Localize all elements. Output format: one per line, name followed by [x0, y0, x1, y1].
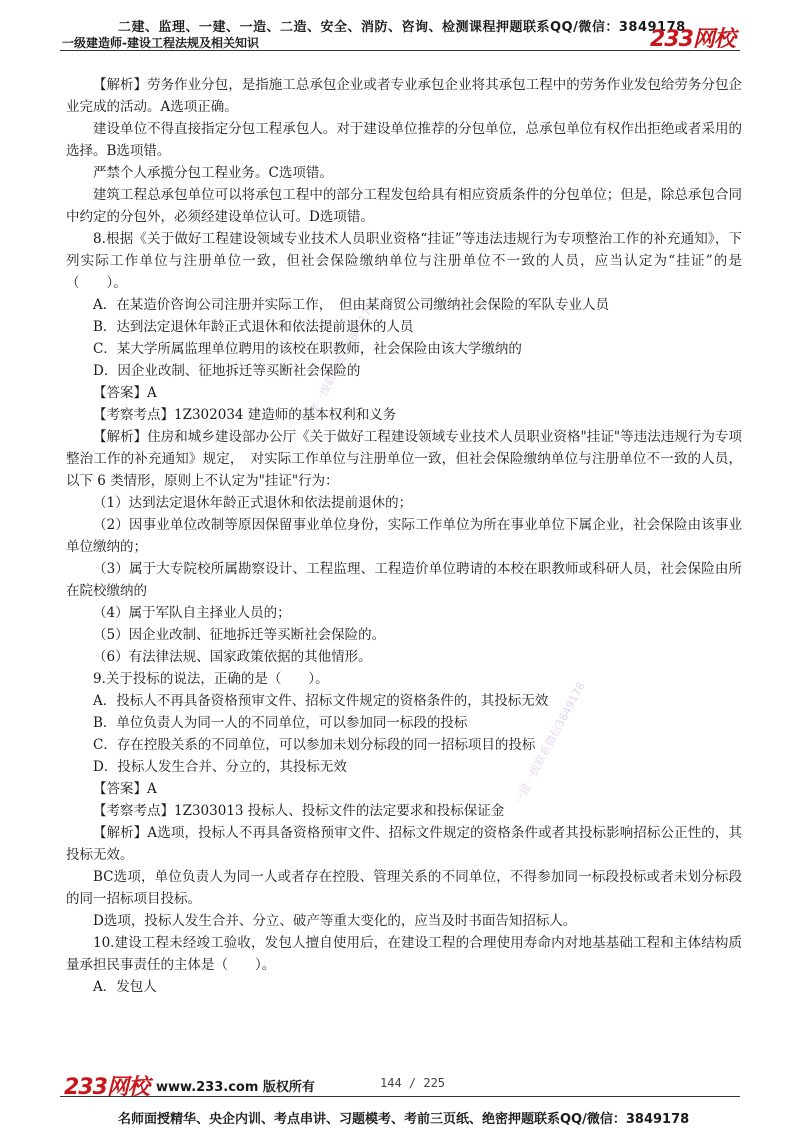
- footer-promo-text: 名师面授精华、央企内训、考点串讲、习题模考、考前三页纸、绝密押题联系QQ/微信：3849178: [118, 1112, 690, 1127]
- option-d: D．投标人发生合并、分立的，其投标无效: [93, 759, 347, 775]
- answer: 【答案】A: [93, 781, 157, 797]
- footer-logo: 233网校: [64, 1075, 149, 1100]
- paragraph: BC选项，单位负责人为同一人或者存在控股、管理关系的不同单位，不得参加同一标段投标或者未划分标段的同一招标项目投标。: [66, 869, 742, 907]
- paragraph: 建筑工程总承包单位可以将承包工程中的部分工程发包给具有相应资质条件的分包单位；但是，除总承包合同中约定的分包外，必须经建设单位认可。D选项错。: [66, 187, 742, 225]
- header-divider: [60, 50, 740, 51]
- list-item: （3）属于大专院校所属勘察设计、工程监理、工程造价单位聘请的本校在职教师或科研人员，社会保险由所在院校缴纳的: [66, 561, 742, 599]
- page-footer: [0, 1060, 800, 1132]
- question-10: 10.建设工程未经竣工验收，发包人擅自使用后，在建设工程的合理使用寿命内对地基基础工程和主体结构质量承担民事责任的主体是（ ）。: [66, 935, 742, 973]
- paragraph: 【解析】劳务作业分包，是指施工总承包企业或者专业承包企业将其承包工程中的劳务作业发包给劳务分包企业完成的活动。A选项正确。: [66, 77, 742, 115]
- list-item: （6）有法律法规、国家政策依据的其他情形。: [93, 649, 372, 665]
- watermark-text: 一建一级联系微信3849178: [511, 679, 588, 808]
- option-a: A．发包人: [93, 979, 157, 995]
- question-8: 8.根据《关于做好工程建设领域专业技术人员职业资格“挂证”等违法违规行为专项整治工作的补充通知》，下列实际工作单位与注册单位一致，但社会保险缴纳单位与注册单位不一致的人员，应当认定为“挂证”的是（ ）。: [66, 231, 742, 291]
- list-item: （2）因事业单位改制等原因保留事业单位身份，实际工作单位为所在事业单位下属企业，社会保险由该事业单位缴纳的；: [66, 517, 742, 555]
- paragraph: D选项，投标人发生合并、分立、破产等重大变化的，应当及时书面告知招标人。: [93, 913, 577, 929]
- option-b: B．达到法定退休年龄正式退休和依法提前退休的人员: [93, 319, 414, 335]
- option-a: A．投标人不再具备资格预审文件、招标文件规定的资格条件的，其投标无效: [93, 693, 549, 709]
- header-logo: 233网校: [650, 27, 735, 52]
- header-promo-text: 二建、监理、一建、一造、二造、安全、消防、咨询、检测课程押题联系QQ/微信：3849178: [118, 20, 686, 35]
- exam-point: 【考察考点】1Z303013 投标人、投标文件的法定要求和投标保证金: [93, 803, 505, 819]
- watermark-text: 一建一级联系微信3849178: [301, 299, 378, 428]
- footer-divider: [60, 1096, 740, 1097]
- analysis: 【解析】住房和城乡建设部办公厅《关于做好工程建设领域专业技术人员职业资格"挂证"等违法违规行为专项整治工作的补充通知》规定， 对实际工作单位与注册单位一致，但社会保险缴纳单位与注册单位不一致的人员，以下 6 类情形，原则上不认定为"挂证"行为：: [66, 429, 742, 489]
- header-subject-title: 一级建造师-建设工程法规及相关知识: [62, 36, 259, 50]
- option-d: D．因企业改制、征地拆迁等买断社会保险的: [93, 363, 361, 379]
- list-item: （1）达到法定退休年龄正式退休和依法提前退休的；: [93, 495, 413, 511]
- question-9: 9.关于投标的说法，正确的是（ ）。: [93, 671, 329, 687]
- analysis: 【解析】A选项，投标人不再具备资格预审文件、招标文件规定的资格条件或者其投标影响招标公正性的，其投标无效。: [66, 825, 742, 863]
- option-c: C．某大学所属监理单位聘用的该校在职教师，社会保险由该大学缴纳的: [93, 341, 522, 357]
- option-a: A．在某造价咨询公司注册并实际工作， 但由某商贸公司缴纳社会保险的军队专业人员: [93, 297, 609, 313]
- option-b: B．单位负责人为同一人的不同单位，可以参加同一标段的投标: [93, 715, 468, 731]
- option-c: C．存在控股关系的不同单位，可以参加未划分标段的同一招标项目的投标: [93, 737, 536, 753]
- document-body: [66, 74, 742, 998]
- paragraph: 建设单位不得直接指定分包工程承包人。对于建设单位推荐的分包单位，总承包单位有权作出拒绝或者采用的选择。B选项错。: [66, 121, 742, 159]
- exam-point: 【考察考点】1Z302034 建造师的基本权利和义务: [93, 407, 397, 423]
- footer-copyright: www.233.com 版权所有: [156, 1080, 315, 1095]
- answer: 【答案】A: [93, 385, 157, 401]
- paragraph: 严禁个人承揽分包工程业务。C选项错。: [93, 165, 333, 181]
- page-header: [0, 0, 800, 52]
- list-item: （5）因企业改制、征地拆迁等买断社会保险的。: [93, 627, 386, 643]
- list-item: （4）属于军队自主择业人员的；: [93, 605, 291, 621]
- page-number: 144 / 225: [380, 1076, 446, 1090]
